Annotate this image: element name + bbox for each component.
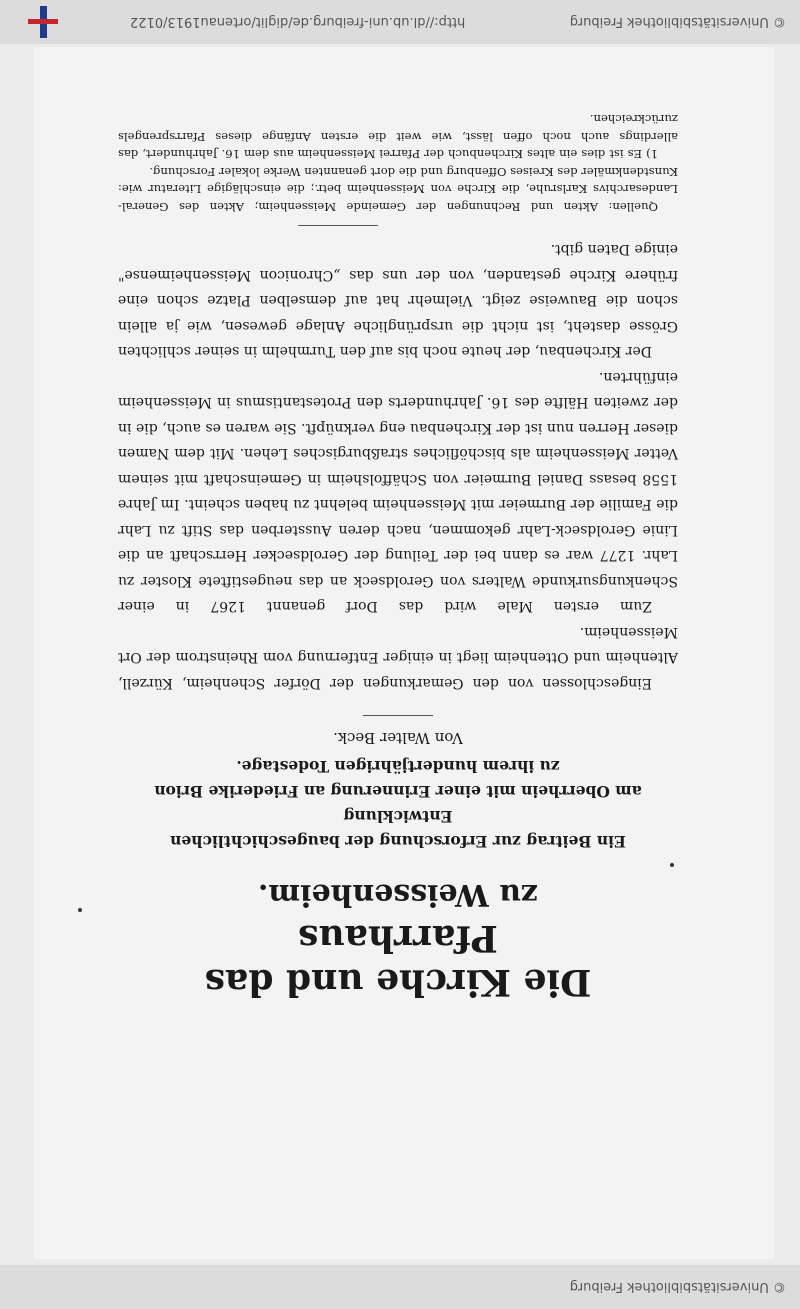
footnote: 1) Es ist dies ein altes Kirchenbuch der Pfarrei Meissenheim aus dem 16. Jahrhundert, das allerdings auch noch offen lässt, wie weit die ersten Anfänge dieses Pfarrsprengels zurückreichen. bbox=[118, 112, 678, 162]
footnote-separator bbox=[298, 225, 378, 226]
source-url-link[interactable]: http://dl.ub.uni-freiburg.de/diglit/ortenau1913/0122 bbox=[130, 14, 466, 30]
viewer-footer-bar bbox=[0, 1265, 800, 1309]
intro-line: Ein Beitrag zur Erforschung der baugeschichtlichen Entwicklung bbox=[170, 807, 626, 851]
body-paragraph: Der Kirchenbau, der heute noch bis auf den Turmhelm in seiner schlichten Grösse dasteht, ist nicht die ursprüngliche Anlage gewesen, wie ja allein schon die Bauweise zeigt. Vielmehr hat auf demselben Platze schon eine frühere Kirche gestanden, von der uns das „Chronicon Meissenheimense" einige Daten gibt. bbox=[118, 241, 678, 360]
sources-note: Quellen: Akten und Rechnungen der Gemeinde Meissenheim; Akten des General-Landesarchivs Karlsruhe, die Kirche von Meissenheim betr.; die einschlägige Literatur wie: Kunstdenkmäler des Kreises Offenburg und die dort genannten Werke lokaler Forschung. bbox=[118, 165, 678, 214]
body-paragraph: Zum ersten Male wird das Dorf genannt 1267 in einer Schenkungsurkunde Walters von Geroldseck an das neugestiftete Kloster zu Lahr. 1277 war es dann bei der Teilung der Geroldsecker Herrschaft an die Linie Geroldseck-Lahr gekommen, nach deren Aussterben das Stift zu Lahr die Familie der Burmeier mit Meissenheim belehnt zu haben scheint. Im Jahre 1558 besass Daniel Burmeier von Schäffolsheim in Gemeinschaft mit seinem Vetter Meissenheim als bischöfliches straßburgisches Lehen. Mit dem Namen dieser Herren nun ist der Kirchenbau eng verknüpft. Sie waren es auch, die in der zweiten Hälfte des 16. Jahrhunderts den Protestantismus in Meissenheim einführten. bbox=[118, 369, 678, 615]
scan-speck bbox=[78, 908, 82, 912]
copyright-label: © Universitätsbibliothek Freiburg bbox=[569, 1279, 786, 1295]
document-sheet bbox=[34, 47, 774, 1259]
intro-line: am Oberrhein mit einer Erinnerung an Friederike Brion bbox=[154, 782, 642, 801]
article-place-title: zu Weissenheim. bbox=[257, 877, 539, 912]
body-paragraph: Eingeschlossen von den Gemarkungen der Dörfer Schenheim, Kürzell, Altenheim und Ottenheim liegt in einiger Entfernung vom Rheinstrom der Ort Meissenheim. bbox=[118, 624, 678, 691]
title-divider bbox=[363, 715, 433, 716]
viewer-header-bar bbox=[0, 0, 800, 44]
intro-line: zu ihrem hundertjährigen Todestage. bbox=[236, 757, 560, 776]
copyright-label: © Universitätsbibliothek Freiburg bbox=[569, 14, 786, 30]
article-title: Die Kirche und das Pfarrhaus bbox=[204, 917, 592, 1003]
university-logo-icon bbox=[28, 6, 58, 38]
article-content bbox=[118, 110, 678, 1004]
author-line: Von Walter Beck. bbox=[333, 729, 463, 747]
